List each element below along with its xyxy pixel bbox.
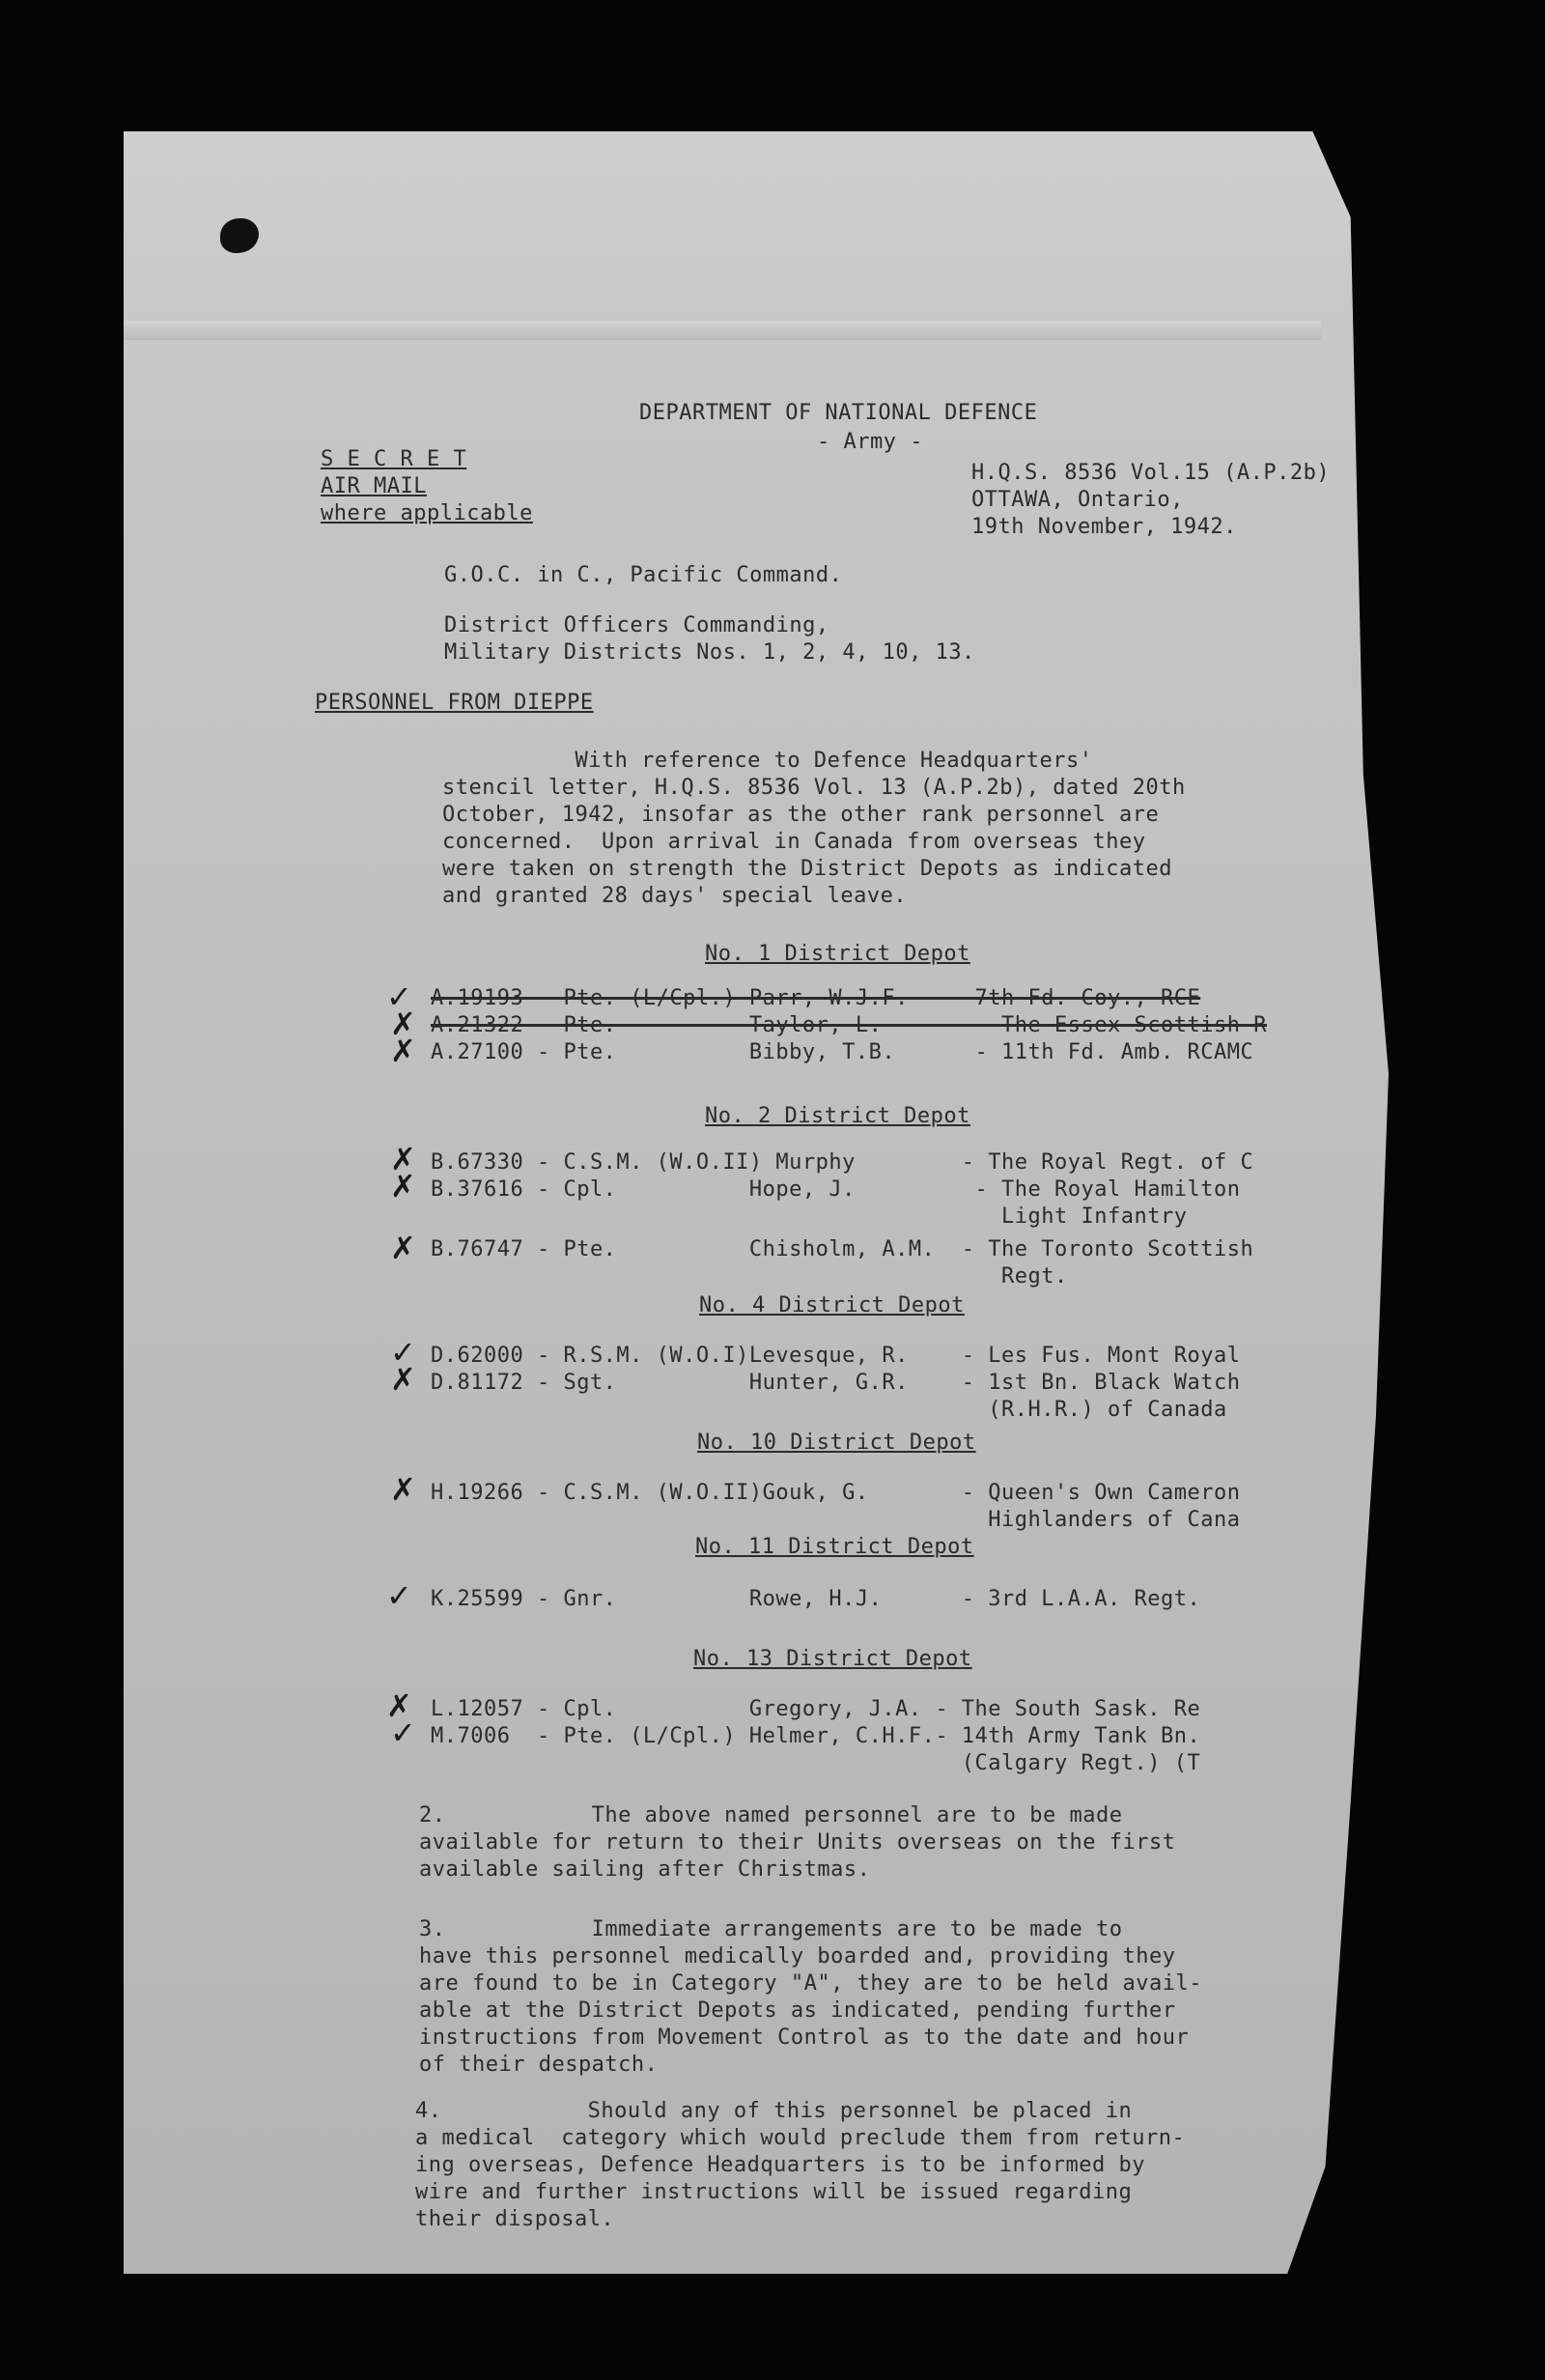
paragraph-line: instructions from Movement Control as to the date and hour bbox=[419, 2026, 1190, 2050]
paragraph-line: available for return to their Units overseas on the first bbox=[419, 1830, 1176, 1855]
table-row: K.25599 - Gnr. Rowe, H.J. - 3rd L.A.A. Regt. bbox=[431, 1587, 1201, 1611]
table-row: A.27100 - Pte. Bibby, T.B. - 11th Fd. Amb. RCAMC bbox=[431, 1040, 1254, 1064]
depot-heading-10: No. 10 District Depot bbox=[697, 1431, 976, 1455]
table-row: M.7006 - Pte. (L/Cpl.) Helmer, C.H.F.- 14th Army Tank Bn. bbox=[431, 1724, 1201, 1748]
check-mark-icon: ✓ bbox=[386, 978, 412, 1015]
paragraph-line: their disposal. bbox=[415, 2207, 615, 2231]
intro-line: With reference to Defence Headquarters' bbox=[442, 749, 1093, 773]
cross-mark-icon: ✗ bbox=[386, 1687, 412, 1724]
table-row: Light Infantry bbox=[431, 1204, 1188, 1229]
place: OTTAWA, Ontario, bbox=[971, 488, 1184, 512]
check-mark-icon: ✓ bbox=[390, 1334, 416, 1371]
intro-line: concerned. Upon arrival in Canada from overseas they bbox=[442, 830, 1146, 854]
cross-mark-icon: ✗ bbox=[390, 1006, 416, 1042]
secret-label: S E C R E T bbox=[321, 447, 467, 471]
cross-mark-icon: ✗ bbox=[390, 1168, 416, 1204]
table-row: A.21322 - Pte. Taylor, L. - The Essex Scottish R bbox=[431, 1013, 1267, 1037]
cross-mark-icon: ✗ bbox=[390, 1361, 416, 1398]
paragraph-line: ing overseas, Defence Headquarters is to be informed by bbox=[415, 2153, 1145, 2177]
table-row: Highlanders of Cana bbox=[431, 1508, 1241, 1532]
department-title: DEPARTMENT OF NATIONAL DEFENCE bbox=[639, 401, 1038, 425]
branch-label: - Army - bbox=[817, 430, 923, 454]
table-row: A.19193 - Pte. (L/Cpl.) Parr, W.J.F. - 7th Fd. Coy., RCE bbox=[431, 986, 1201, 1010]
intro-line: were taken on strength the District Depots as indicated bbox=[442, 857, 1172, 881]
table-row: H.19266 - C.S.M. (W.O.II)Gouk, G. - Queen's Own Cameron bbox=[431, 1481, 1241, 1505]
table-row: B.67330 - C.S.M. (W.O.II) Murphy - The Royal Regt. of C bbox=[431, 1150, 1254, 1175]
paragraph-line: wire and further instructions will be issued regarding bbox=[415, 2180, 1133, 2204]
paragraph-line: available sailing after Christmas. bbox=[419, 1857, 871, 1882]
intro-line: and granted 28 days' special leave. bbox=[442, 884, 908, 908]
paragraph-line: 3. Immediate arrangements are to be made to bbox=[419, 1917, 1123, 1941]
table-row: (Calgary Regt.) (T bbox=[431, 1751, 1201, 1775]
cross-mark-icon: ✗ bbox=[390, 1033, 416, 1069]
depot-heading-13: No. 13 District Depot bbox=[693, 1647, 972, 1671]
depot-heading-4: No. 4 District Depot bbox=[699, 1293, 965, 1318]
intro-line: October, 1942, insofar as the other rank personnel are bbox=[442, 803, 1160, 827]
air-mail-label: AIR MAIL bbox=[321, 474, 427, 498]
paragraph-line: of their despatch. bbox=[419, 2053, 659, 2077]
paragraph-line: are found to be in Category "A", they are to be held avail- bbox=[419, 1971, 1202, 1996]
check-mark-icon: ✓ bbox=[386, 1577, 412, 1614]
addressee-line-1: G.O.C. in C., Pacific Command. bbox=[444, 563, 843, 587]
date: 19th November, 1942. bbox=[971, 515, 1237, 539]
table-row: (R.H.R.) of Canada bbox=[431, 1398, 1227, 1422]
page-fold bbox=[124, 321, 1321, 340]
table-row: B.37616 - Cpl. Hope, J. - The Royal Hamilton bbox=[431, 1177, 1241, 1202]
addressee-line-2: District Officers Commanding, bbox=[444, 613, 829, 638]
paragraph-line: 4. Should any of this personnel be placed in bbox=[415, 2099, 1133, 2123]
intro-line: stencil letter, H.Q.S. 8536 Vol. 13 (A.P.2b), dated 20th bbox=[442, 776, 1186, 800]
paragraph-line: a medical category which would preclude them from return- bbox=[415, 2126, 1186, 2150]
paragraph-line: 2. The above named personnel are to be made bbox=[419, 1803, 1123, 1828]
table-row: Regt. bbox=[431, 1264, 1068, 1289]
paragraph-line: able at the District Depots as indicated, pending further bbox=[419, 1998, 1176, 2023]
cross-mark-icon: ✗ bbox=[390, 1471, 416, 1508]
where-applicable-label: where applicable bbox=[321, 501, 533, 525]
depot-heading-11: No. 11 District Depot bbox=[695, 1535, 974, 1559]
table-row: D.81172 - Sgt. Hunter, G.R. - 1st Bn. Black Watch bbox=[431, 1371, 1241, 1395]
cross-mark-icon: ✗ bbox=[390, 1230, 416, 1266]
addressee-line-3: Military Districts Nos. 1, 2, 4, 10, 13. bbox=[444, 640, 975, 665]
paragraph-line: have this personnel medically boarded and, providing they bbox=[419, 1944, 1176, 1969]
file-reference: H.Q.S. 8536 Vol.15 (A.P.2b) bbox=[971, 461, 1331, 485]
subject-heading: PERSONNEL FROM DIEPPE bbox=[315, 691, 594, 715]
table-row: L.12057 - Cpl. Gregory, J.A. - The South Sask. Re bbox=[431, 1697, 1201, 1721]
table-row: B.76747 - Pte. Chisholm, A.M. - The Toronto Scottish bbox=[431, 1237, 1254, 1261]
table-row: D.62000 - R.S.M. (W.O.I)Levesque, R. - Les Fus. Mont Royal bbox=[431, 1344, 1241, 1368]
check-mark-icon: ✓ bbox=[390, 1714, 416, 1751]
depot-heading-2: No. 2 District Depot bbox=[705, 1104, 970, 1128]
depot-heading-1: No. 1 District Depot bbox=[705, 942, 970, 966]
cross-mark-icon: ✗ bbox=[390, 1141, 416, 1177]
